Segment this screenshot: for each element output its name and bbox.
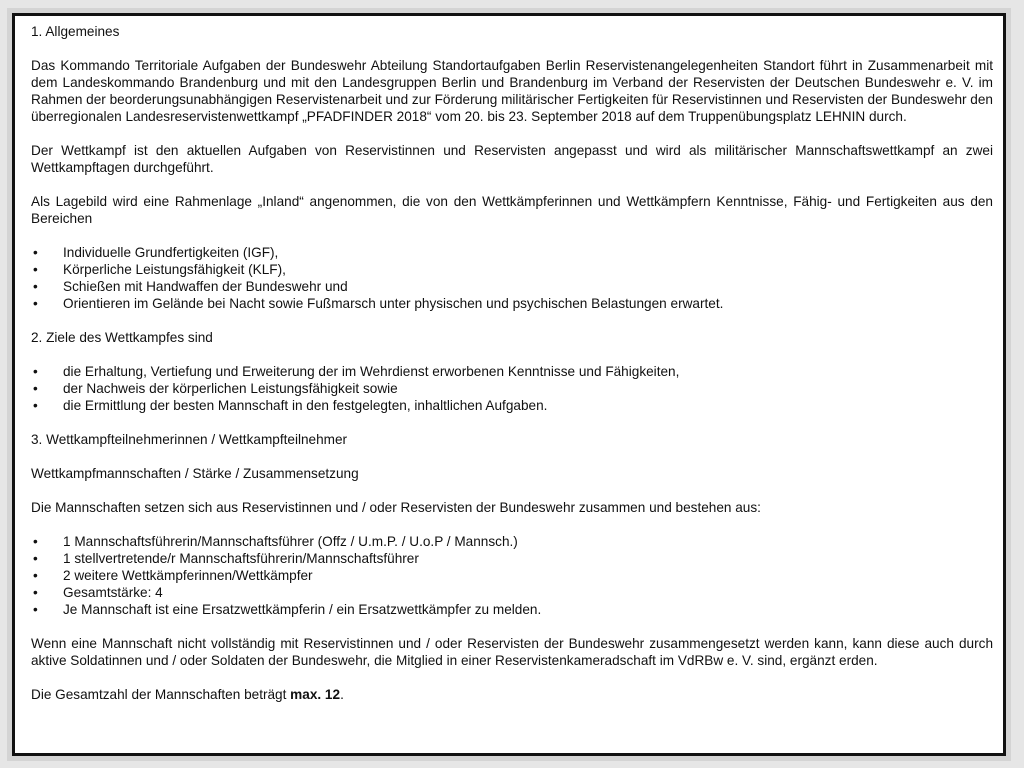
list-item: • die Erhaltung, Vertiefung und Erweiterung der im Wehrdienst erworbenen Kenntnisse und Fähigkeiten, (31, 363, 993, 380)
list-item: • Individuelle Grundfertigkeiten (IGF), (31, 244, 993, 261)
list-item: • Orientieren im Gelände bei Nacht sowie Fußmarsch unter physischen und psychischen Belastungen erwartet. (31, 295, 993, 312)
list-item: • der Nachweis der körperlichen Leistungsfähigkeit sowie (31, 380, 993, 397)
section-3-heading: 3. Wettkampfteilnehmerinnen / Wettkampfteilnehmer (31, 432, 348, 447)
section-1-paragraph-2: Der Wettkampf ist den aktuellen Aufgaben von Reservistinnen und Reservisten angepasst und wird als militärischer Mannschaftswettkampf an zwei Wettkampftagen durchgeführt. (31, 143, 993, 175)
section-1-heading: 1. Allgemeines (31, 24, 120, 39)
section-3-paragraph-3 (31, 686, 993, 703)
total-max-value: max. 12 (290, 687, 341, 702)
section-1-paragraph-1: Das Kommando Territoriale Aufgaben der Bundeswehr Abteilung Standortaufgaben Berlin Reservistenangelegenheiten Standort führt in Zusammenarbeit mit dem Landeskommando Brandenburg und mit den Landesgruppen Berlin und Brandenburg im Verband der Reservisten der Deutschen Bundeswehr e. V. im Rahmen der beorderungsunabhängigen Reservistenarbeit und zur Förderung militärischer Fertigkeiten für Reservistinnen und Reservisten der Bundeswehr den überregionalen Landesreservistenwettkampf „PFADFINDER 2018“ vom 20. bis 23. September 2018 auf dem Truppenübungsplatz LEHNIN durch. (31, 58, 993, 124)
section-1-paragraph-3: Als Lagebild wird eine Rahmenlage „Inland“ angenommen, die von den Wettkämpferinnen und Wettkämpfern Kenntnisse, Fähig- und Fertigkeiten aus den Bereichen (31, 194, 993, 226)
list-item: • Gesamtstärke: 4 (31, 584, 993, 601)
section-3-paragraph-1: Die Mannschaften setzen sich aus Reservistinnen und / oder Reservisten der Bundeswehr zusammen und bestehen aus: (31, 500, 761, 515)
total-prefix: Die Gesamtzahl der Mannschaften beträgt (31, 687, 291, 702)
section-1-list (31, 244, 993, 312)
list-item: • 1 Mannschaftsführerin/Mannschaftsführer (Offz / U.m.P. / U.o.P / Mannsch.) (31, 533, 993, 550)
document-frame (12, 13, 1006, 756)
document-body (31, 23, 993, 720)
list-item: • Körperliche Leistungsfähigkeit (KLF), (31, 261, 993, 278)
section-2-heading: 2. Ziele des Wettkampfes sind (31, 330, 213, 345)
section-3-paragraph-2: Wenn eine Mannschaft nicht vollständig mit Reservistinnen und / oder Reservisten der Bundeswehr zusammengesetzt werden kann, kann diese auch durch aktive Soldatinnen und / oder Soldaten der Bundeswehr, die Mitglied in einer Reservistenkameradschaft im VdRBw e. V. sind, ergänzt erden. (31, 636, 993, 668)
total-suffix: . (340, 687, 344, 702)
list-item: • die Ermittlung der besten Mannschaft in den festgelegten, inhaltlichen Aufgaben. (31, 397, 993, 414)
section-3-list (31, 533, 993, 618)
list-item: • Je Mannschaft ist eine Ersatzwettkämpferin / ein Ersatzwettkämpfer zu melden. (31, 601, 993, 618)
section-3-subheading: Wettkampfmannschaften / Stärke / Zusammensetzung (31, 466, 359, 481)
list-item: • 1 stellvertretende/r Mannschaftsführerin/Mannschaftsführer (31, 550, 993, 567)
list-item: • Schießen mit Handwaffen der Bundeswehr und (31, 278, 993, 295)
list-item: • 2 weitere Wettkämpferinnen/Wettkämpfer (31, 567, 993, 584)
section-2-list (31, 363, 993, 414)
